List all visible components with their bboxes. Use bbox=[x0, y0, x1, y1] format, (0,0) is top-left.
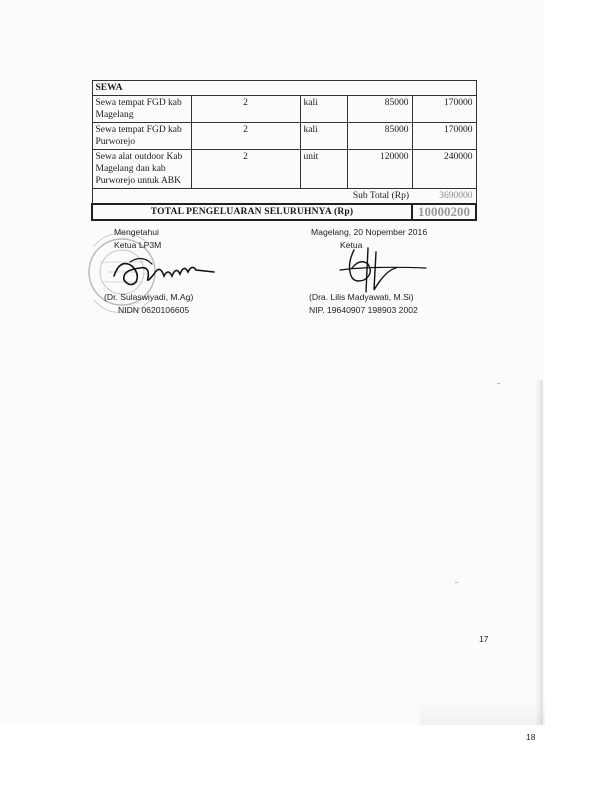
grand-total-label: TOTAL PENGELUARAN SELURUHNYA (Rp) bbox=[92, 204, 412, 220]
outer-page-number: 18 bbox=[526, 732, 536, 742]
item-quantity: 2 bbox=[191, 123, 300, 150]
section-title: SEWA bbox=[92, 81, 476, 96]
item-price: 85000 bbox=[347, 96, 412, 123]
left-sign-line2: Ketua LP3M bbox=[114, 240, 162, 250]
scan-edge-bottom bbox=[420, 700, 545, 725]
budget-table bbox=[91, 80, 477, 221]
grand-total-row bbox=[92, 204, 476, 220]
table-row bbox=[92, 150, 476, 189]
right-signatory-id: NIP. 19640907 198903 2002 bbox=[309, 305, 418, 315]
item-price: 85000 bbox=[347, 123, 412, 150]
left-sign-line1: Mengetahui bbox=[114, 227, 159, 237]
item-price: 120000 bbox=[347, 150, 412, 189]
inner-page-number: 17 bbox=[479, 634, 489, 644]
subtotal-row bbox=[92, 189, 476, 205]
subtotal-label: Sub Total (Rp) bbox=[92, 189, 412, 205]
item-unit: unit bbox=[300, 150, 347, 189]
item-quantity: 2 bbox=[191, 150, 300, 189]
item-description: Sewa tempat FGD kab Magelang bbox=[92, 96, 191, 123]
left-signatory-name: (Dr. Sulaswiyadi, M.Ag) bbox=[104, 292, 194, 302]
item-description: Sewa alat outdoor Kab Magelang dan kab Purworejo untuk ABK bbox=[92, 150, 191, 189]
grand-total-value: 10000200 bbox=[412, 204, 476, 220]
section-header-row bbox=[92, 81, 476, 96]
item-unit: kali bbox=[300, 123, 347, 150]
item-description: Sewa tempat FGD kab Purworejo bbox=[92, 123, 191, 150]
right-sign-line2: Ketua bbox=[340, 240, 363, 250]
item-total: 170000 bbox=[412, 96, 476, 123]
scan-speck bbox=[455, 582, 458, 583]
right-sign-line1: Magelang, 20 Nopember 2016 bbox=[311, 227, 428, 237]
scan-edge-shadow bbox=[535, 380, 543, 725]
item-total: 170000 bbox=[412, 123, 476, 150]
item-quantity: 2 bbox=[191, 96, 300, 123]
scan-speck bbox=[497, 383, 500, 384]
right-signatory-name: (Dra. Lilis Madyawati, M.Si) bbox=[309, 292, 414, 302]
table-row bbox=[92, 123, 476, 150]
item-unit: kali bbox=[300, 96, 347, 123]
right-signature bbox=[330, 240, 440, 295]
left-signatory-id: NIDN 0620106605 bbox=[118, 305, 190, 315]
subtotal-value: 3690000 bbox=[412, 189, 476, 205]
table-row bbox=[92, 96, 476, 123]
left-signature bbox=[110, 250, 220, 290]
item-total: 240000 bbox=[412, 150, 476, 189]
